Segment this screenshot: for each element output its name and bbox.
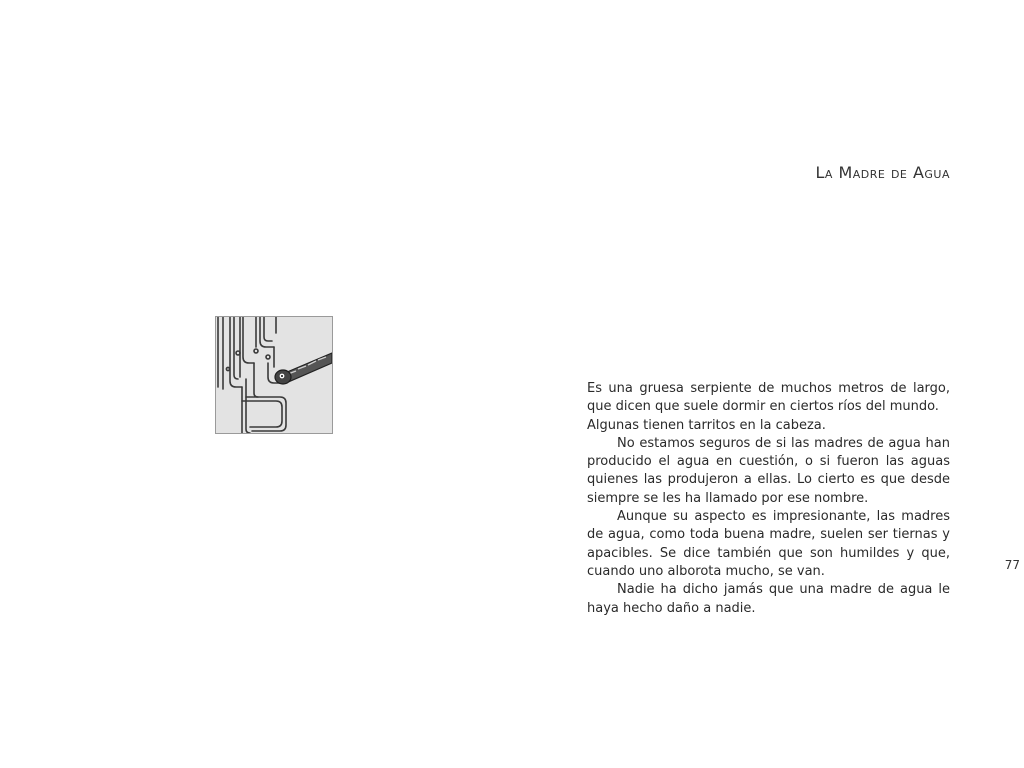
paragraph: Aunque su aspecto es impresionante, las madres de agua, como toda buena madre, suelen ser tiernas y apacibles. Se dice también que son humildes y que, cuando uno alborota mucho, se van. xyxy=(587,509,950,579)
paragraph: Algunas tienen tarritos en la cabeza. xyxy=(587,417,826,433)
body-text xyxy=(587,380,950,618)
page-number: 77 xyxy=(1004,558,1020,572)
paragraph: Es una gruesa serpiente de muchos metros de largo, que dicen que suele dormir en ciertos ríos del mundo. xyxy=(587,381,950,415)
illustration xyxy=(215,316,333,434)
paragraph: Nadie ha dicho jamás que una madre de agua le haya hecho daño a nadie. xyxy=(587,582,950,616)
chapter-title: La Madre de Agua xyxy=(815,163,950,182)
water-serpent-sketch-icon xyxy=(216,317,332,433)
paragraph: No estamos seguros de si las madres de agua han producido el agua en cuestión, o si fueron las aguas quienes las produjeron a ellas. Lo cierto es que desde siempre se les ha llamado por ese nombre. xyxy=(587,435,950,506)
